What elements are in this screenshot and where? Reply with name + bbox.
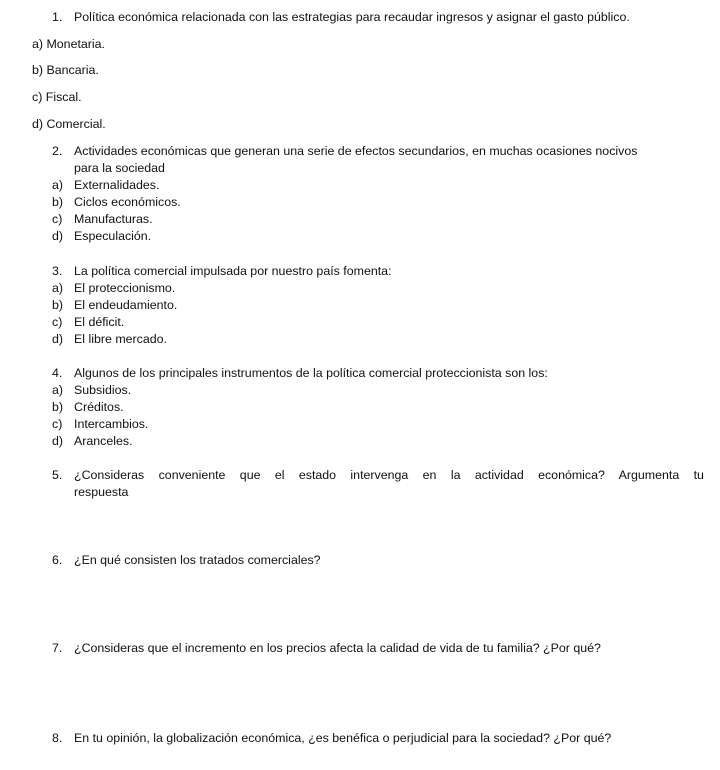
q3-option-b-text: El endeudamiento.: [74, 298, 178, 312]
q5-text-line1: ¿Consideras conveniente que el estado intervenga en la actividad económica? Argumenta tu: [74, 468, 704, 482]
q4-option-c-text: Intercambios.: [74, 417, 149, 431]
q1-option-a: a) Monetaria.: [32, 37, 106, 51]
q8-number: 8.: [52, 731, 63, 745]
q3-option-d-letter: d): [52, 332, 64, 346]
q3-option-b-letter: b): [52, 298, 64, 312]
q4-text: Algunos de los principales instrumentos de la política comercial proteccionista son los:: [74, 366, 548, 380]
q3-option-d-text: El libre mercado.: [74, 332, 167, 346]
q3-text: La política comercial impulsada por nuestro país fomenta:: [74, 264, 392, 278]
q3-number: 3.: [52, 264, 63, 278]
q4-option-d-text: Aranceles.: [74, 434, 133, 448]
q3-option-c-letter: c): [52, 315, 63, 329]
q2-option-c-letter: c): [52, 212, 63, 226]
q3-option-a-text: El proteccionismo.: [74, 281, 176, 295]
q2-text-line1: Actividades económicas que generan una serie de efectos secundarios, en muchas ocasiones nocivos: [74, 144, 638, 158]
q2-option-a-text: Externalidades.: [74, 178, 160, 192]
q1-option-b: b) Bancaria.: [32, 63, 99, 77]
q4-option-a-letter: a): [52, 383, 64, 397]
q6-text: ¿En qué consisten los tratados comerciales?: [74, 553, 321, 567]
q1-text: Política económica relacionada con las estrategias para recaudar ingresos y asignar el gasto público.: [74, 10, 630, 24]
q2-option-b-letter: b): [52, 195, 64, 209]
q4-option-c-letter: c): [52, 417, 63, 431]
q3-option-a-letter: a): [52, 281, 64, 295]
q4-option-b-letter: b): [52, 400, 64, 414]
q8-text: En tu opinión, la globalización económica, ¿es benéfica o perjudicial para la sociedad? ¿Por qué?: [74, 731, 612, 745]
q2-option-d-text: Especulación.: [74, 229, 152, 243]
q1-number: 1.: [52, 10, 63, 24]
q1-option-d: d) Comercial.: [32, 117, 106, 131]
q3-option-c-text: El déficit.: [74, 315, 125, 329]
q5-number: 5.: [52, 468, 63, 482]
q2-option-b-text: Ciclos económicos.: [74, 195, 181, 209]
q7-text: ¿Consideras que el incremento en los precios afecta la calidad de vida de tu familia? ¿Por qué?: [74, 641, 601, 655]
q4-option-d-letter: d): [52, 434, 64, 448]
q7-number: 7.: [52, 641, 63, 655]
q2-option-c-text: Manufacturas.: [74, 212, 153, 226]
q1-option-c: c) Fiscal.: [32, 90, 82, 104]
q6-number: 6.: [52, 553, 63, 567]
q4-option-b-text: Créditos.: [74, 400, 124, 414]
q4-option-a-text: Subsidios.: [74, 383, 132, 397]
q5-text-line2: respuesta: [74, 485, 129, 499]
q2-option-d-letter: d): [52, 229, 64, 243]
q2-number: 2.: [52, 144, 63, 158]
q2-text-line2: para la sociedad: [74, 161, 165, 175]
q2-option-a-letter: a): [52, 178, 64, 192]
q4-number: 4.: [52, 366, 63, 380]
